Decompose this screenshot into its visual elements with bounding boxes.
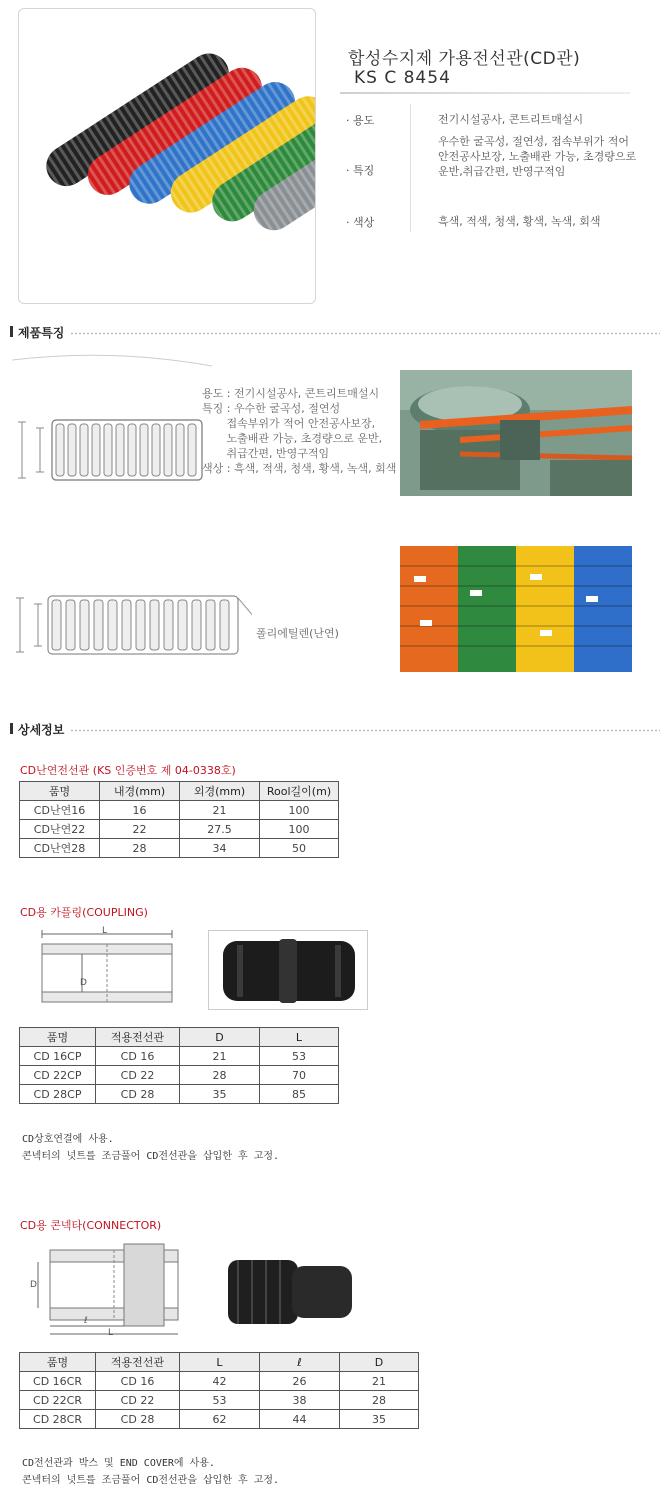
- table-header-cell: 적용전선관: [96, 1028, 180, 1047]
- table-row: [20, 1066, 339, 1085]
- table-header-cell: Rool길이(m): [260, 782, 339, 801]
- section-marker: [10, 326, 13, 337]
- table-cell: CD 16: [96, 1047, 180, 1066]
- feature-line: 노출배관 가능, 초경량으로 운반,: [202, 432, 383, 445]
- table-header-cell: 품명: [20, 782, 100, 801]
- dotted-divider: [70, 729, 660, 732]
- table-header-cell: 적용전선관: [96, 1353, 180, 1372]
- table-cell: CD 16: [96, 1372, 180, 1391]
- spec-value: 흑색, 적색, 청색, 황색, 녹색, 회색: [438, 215, 601, 228]
- spec-value: 전기시설공사, 콘트리트매설시: [438, 113, 584, 126]
- table-header-row: [20, 1353, 419, 1372]
- table-cell: 85: [260, 1085, 339, 1104]
- table-header-cell: L: [260, 1028, 339, 1047]
- table-cell: CD 28: [96, 1085, 180, 1104]
- table-cell: CD난연16: [20, 801, 100, 820]
- table-row: [20, 839, 339, 858]
- product-standard: KS C 8454: [354, 68, 451, 88]
- table-header-cell: 내경(mm): [100, 782, 180, 801]
- table-cell: 35: [180, 1085, 260, 1104]
- spec-label: · 용도: [346, 114, 375, 127]
- section-marker: [10, 723, 13, 734]
- material-label: 폴리에틸렌(난연): [256, 627, 339, 640]
- connector-notes: [22, 1455, 279, 1489]
- dimension-label-L: L: [108, 1328, 114, 1338]
- feature-line: 색상 : 흑색, 적색, 청색, 황색, 녹색, 회색: [202, 462, 397, 475]
- dimension-label-l: ℓ: [84, 1316, 88, 1326]
- dotted-divider: [70, 332, 660, 335]
- table-cell: 28: [180, 1066, 260, 1085]
- coupling-photo: [208, 930, 368, 1010]
- dimension-label-L: L: [102, 926, 108, 936]
- table-cell: 21: [180, 801, 260, 820]
- table-cell: CD 28CR: [20, 1410, 96, 1429]
- coupling-spec-table: [19, 1027, 339, 1104]
- table-cell: 28: [340, 1391, 419, 1410]
- coiled-pipes-photo: [400, 546, 632, 672]
- section-detail-header: [10, 721, 660, 737]
- table-header-row: [20, 782, 339, 801]
- connector-photo: [208, 1246, 368, 1338]
- table-cell: CD난연28: [20, 839, 100, 858]
- table-cell: 62: [180, 1410, 260, 1429]
- spec-label: · 특징: [346, 164, 375, 177]
- table-header-cell: D: [180, 1028, 260, 1047]
- section-features-header: [10, 324, 660, 340]
- table-header-cell: D: [340, 1353, 419, 1372]
- table-row: [20, 1372, 419, 1391]
- note-line: 콘넥터의 넛트를 조금풀어 CD전선관을 삽입한 후 고정.: [22, 1151, 280, 1162]
- table-row: [20, 1391, 419, 1410]
- section-title: 제품특징: [18, 326, 65, 340]
- table-cell: 21: [180, 1047, 260, 1066]
- table-cell: CD 22: [96, 1391, 180, 1410]
- feature-description: [202, 386, 396, 476]
- table-cell: CD 16CR: [20, 1372, 96, 1391]
- spec-value: 우수한 굴곡성, 절연성, 접속부위가 적어 안전공사보장, 노출배관 가능, 초경량으로 운반,취급간편, 반영구적임: [438, 135, 637, 178]
- table-header-cell: L: [180, 1353, 260, 1372]
- note-line: CD전선관과 박스 및 END COVER에 사용.: [22, 1458, 215, 1469]
- table-cell: CD 22CR: [20, 1391, 96, 1410]
- dimension-label-D: D: [30, 1280, 37, 1290]
- coupling-notes: [22, 1131, 279, 1165]
- table-cell: CD 16CP: [20, 1047, 96, 1066]
- feature-line: 취급간편, 반영구적임: [202, 447, 330, 460]
- spec-divider: [410, 104, 411, 232]
- table-cell: 35: [340, 1410, 419, 1429]
- connector-drawing: [28, 1240, 188, 1340]
- table-cell: CD 28CP: [20, 1085, 96, 1104]
- machine-photo: [400, 370, 632, 496]
- table-cell: 22: [100, 820, 180, 839]
- table-header-cell: 품명: [20, 1353, 96, 1372]
- table-cell: CD 22CP: [20, 1066, 96, 1085]
- title-divider: [340, 92, 630, 94]
- table-row: [20, 801, 339, 820]
- table-cell: 21: [340, 1372, 419, 1391]
- table-header-cell: ℓ: [260, 1353, 340, 1372]
- table-cell: CD난연22: [20, 820, 100, 839]
- table-cell: 16: [100, 801, 180, 820]
- pipe-drawing-2: [12, 584, 252, 667]
- pipe-table-caption: CD난연전선관 (KS 인증번호 제 04-0338호): [20, 764, 236, 777]
- table-row: [20, 820, 339, 839]
- spec-label: · 색상: [346, 216, 375, 229]
- table-cell: 42: [180, 1372, 260, 1391]
- table-row: [20, 1410, 419, 1429]
- pipe-spec-table: [19, 781, 339, 858]
- table-cell: 53: [180, 1391, 260, 1410]
- feature-line: 용도 : 전기시설공사, 콘트리트매설시: [202, 387, 380, 400]
- feature-line: 접속부위가 적어 안전공사보장,: [202, 417, 376, 430]
- table-cell: 28: [100, 839, 180, 858]
- dimension-label-D: D: [80, 978, 87, 988]
- table-header-row: [20, 1028, 339, 1047]
- table-cell: 100: [260, 820, 339, 839]
- table-cell: 50: [260, 839, 339, 858]
- section-title: 상세정보: [18, 723, 65, 737]
- product-title: 합성수지제 가용전선관(CD관): [348, 49, 581, 69]
- coupling-drawing: [22, 926, 190, 1010]
- table-cell: 27.5: [180, 820, 260, 839]
- table-cell: 70: [260, 1066, 339, 1085]
- connector-caption: CD용 콘넥타(CONNECTOR): [20, 1219, 162, 1232]
- table-cell: 100: [260, 801, 339, 820]
- table-cell: 53: [260, 1047, 339, 1066]
- pipe-drawing-1: [12, 352, 212, 495]
- table-cell: CD 28: [96, 1410, 180, 1429]
- table-cell: 26: [260, 1372, 340, 1391]
- table-row: [20, 1047, 339, 1066]
- table-cell: CD 22: [96, 1066, 180, 1085]
- note-line: 콘넥터의 넛트를 조금풀어 CD전선관을 삽입한 후 고정.: [22, 1475, 280, 1486]
- table-header-cell: 외경(mm): [180, 782, 260, 801]
- table-header-cell: 품명: [20, 1028, 96, 1047]
- table-cell: 44: [260, 1410, 340, 1429]
- table-cell: 38: [260, 1391, 340, 1410]
- feature-line: 특징 : 우수한 굴곡성, 절연성: [202, 402, 341, 415]
- table-row: [20, 1085, 339, 1104]
- note-line: CD상호연결에 사용.: [22, 1134, 114, 1145]
- connector-spec-table: [19, 1352, 419, 1429]
- product-photo-corrugated-pipes: [18, 8, 316, 304]
- table-cell: 34: [180, 839, 260, 858]
- coupling-caption: CD용 카플링(COUPLING): [20, 906, 148, 919]
